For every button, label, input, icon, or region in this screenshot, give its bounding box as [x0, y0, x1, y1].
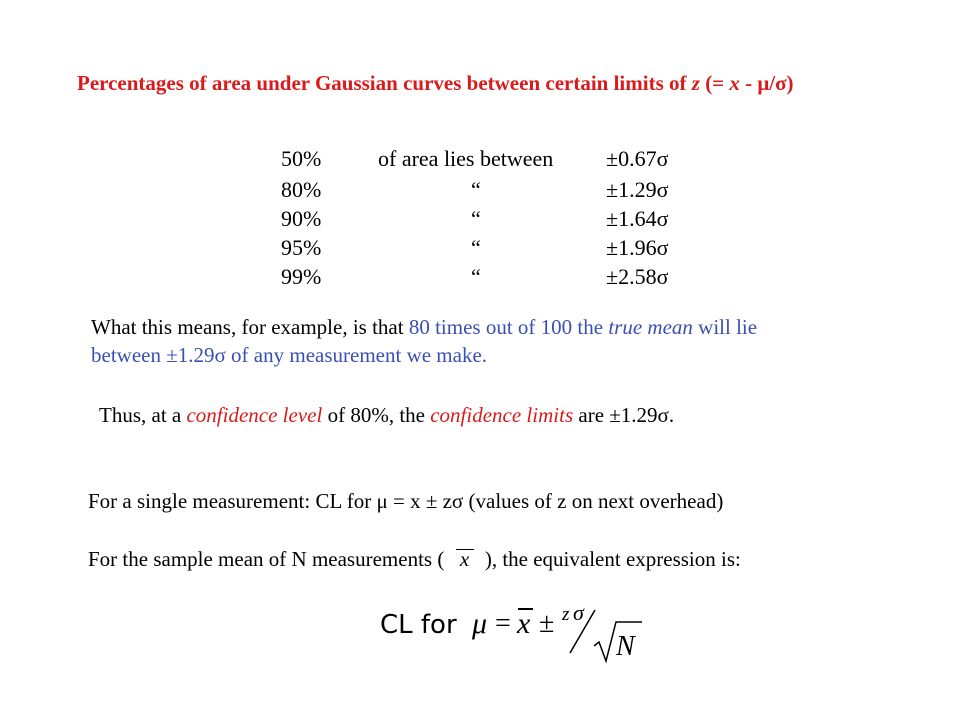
title-expr-x: x: [729, 71, 740, 95]
confidence-limit-formula: [380, 596, 660, 666]
thus-part1: Thus, at a: [99, 403, 187, 427]
thus-part3: of 80%, the: [322, 403, 431, 427]
formula-cl-for: CL for: [380, 610, 457, 640]
thus-part4: confidence limits: [430, 403, 574, 427]
formula-x: x: [517, 607, 531, 640]
row-ditto-mark: “: [471, 177, 481, 202]
row-limit: ±1.96σ: [606, 235, 669, 260]
row-percent: 95%: [281, 235, 322, 260]
formula-mu: μ: [472, 607, 488, 640]
page-title: [77, 71, 794, 96]
meaning-part1: What this means, for example, is that: [91, 315, 409, 339]
formula-n: N: [616, 631, 635, 662]
formula-equals: =: [495, 608, 511, 639]
row-limit: ±1.29σ: [606, 177, 669, 202]
row-ditto-mark: “: [471, 206, 481, 231]
x-bar-symbol: x: [450, 547, 480, 572]
row-percent: 80%: [281, 177, 322, 202]
sample-mean-line: [88, 547, 741, 572]
meaning-part5: between ±1.29σ of any measurement we make.: [91, 343, 488, 367]
single-measurement-line: For a single measurement: CL for μ = x ± zσ (values of z on next overhead): [88, 489, 724, 513]
table-row: [0, 264, 960, 294]
sample-after: ), the equivalent expression is:: [479, 547, 741, 571]
table-row: [0, 235, 960, 265]
row-percent: 90%: [281, 206, 322, 231]
formula-sigma: σ: [573, 600, 584, 625]
formula-plus-minus: ±: [539, 608, 555, 639]
row-description: of area lies between: [378, 146, 554, 171]
meaning-part2: 80 times out of 100 the: [408, 315, 609, 339]
title-expr-open: (=: [699, 71, 730, 95]
thus-part5: are ±1.29σ.: [573, 403, 675, 427]
row-limit: ±1.64σ: [606, 206, 669, 231]
formula-z: z: [562, 604, 570, 625]
row-limit: ±0.67σ: [606, 146, 669, 171]
thus-part2: confidence level: [186, 403, 323, 427]
row-percent: 50%: [281, 146, 322, 171]
meaning-paragraph: [91, 313, 757, 369]
meaning-part3: true mean: [608, 315, 693, 339]
sample-before: For the sample mean of N measurements (: [88, 547, 450, 571]
title-var: z: [691, 71, 700, 95]
row-percent: 99%: [281, 264, 322, 289]
title-expr-rest: - μ/σ): [739, 71, 794, 95]
table-row: [0, 206, 960, 236]
row-ditto-mark: “: [471, 235, 481, 260]
title-lead: Percentages of area under Gaussian curves between certain limits of: [77, 71, 692, 95]
table-row: [0, 146, 960, 176]
table-row: [0, 177, 960, 207]
thus-sentence: [99, 403, 674, 428]
row-limit: ±2.58σ: [606, 264, 669, 289]
meaning-part4: will lie: [692, 315, 758, 339]
row-ditto-mark: “: [471, 264, 481, 289]
